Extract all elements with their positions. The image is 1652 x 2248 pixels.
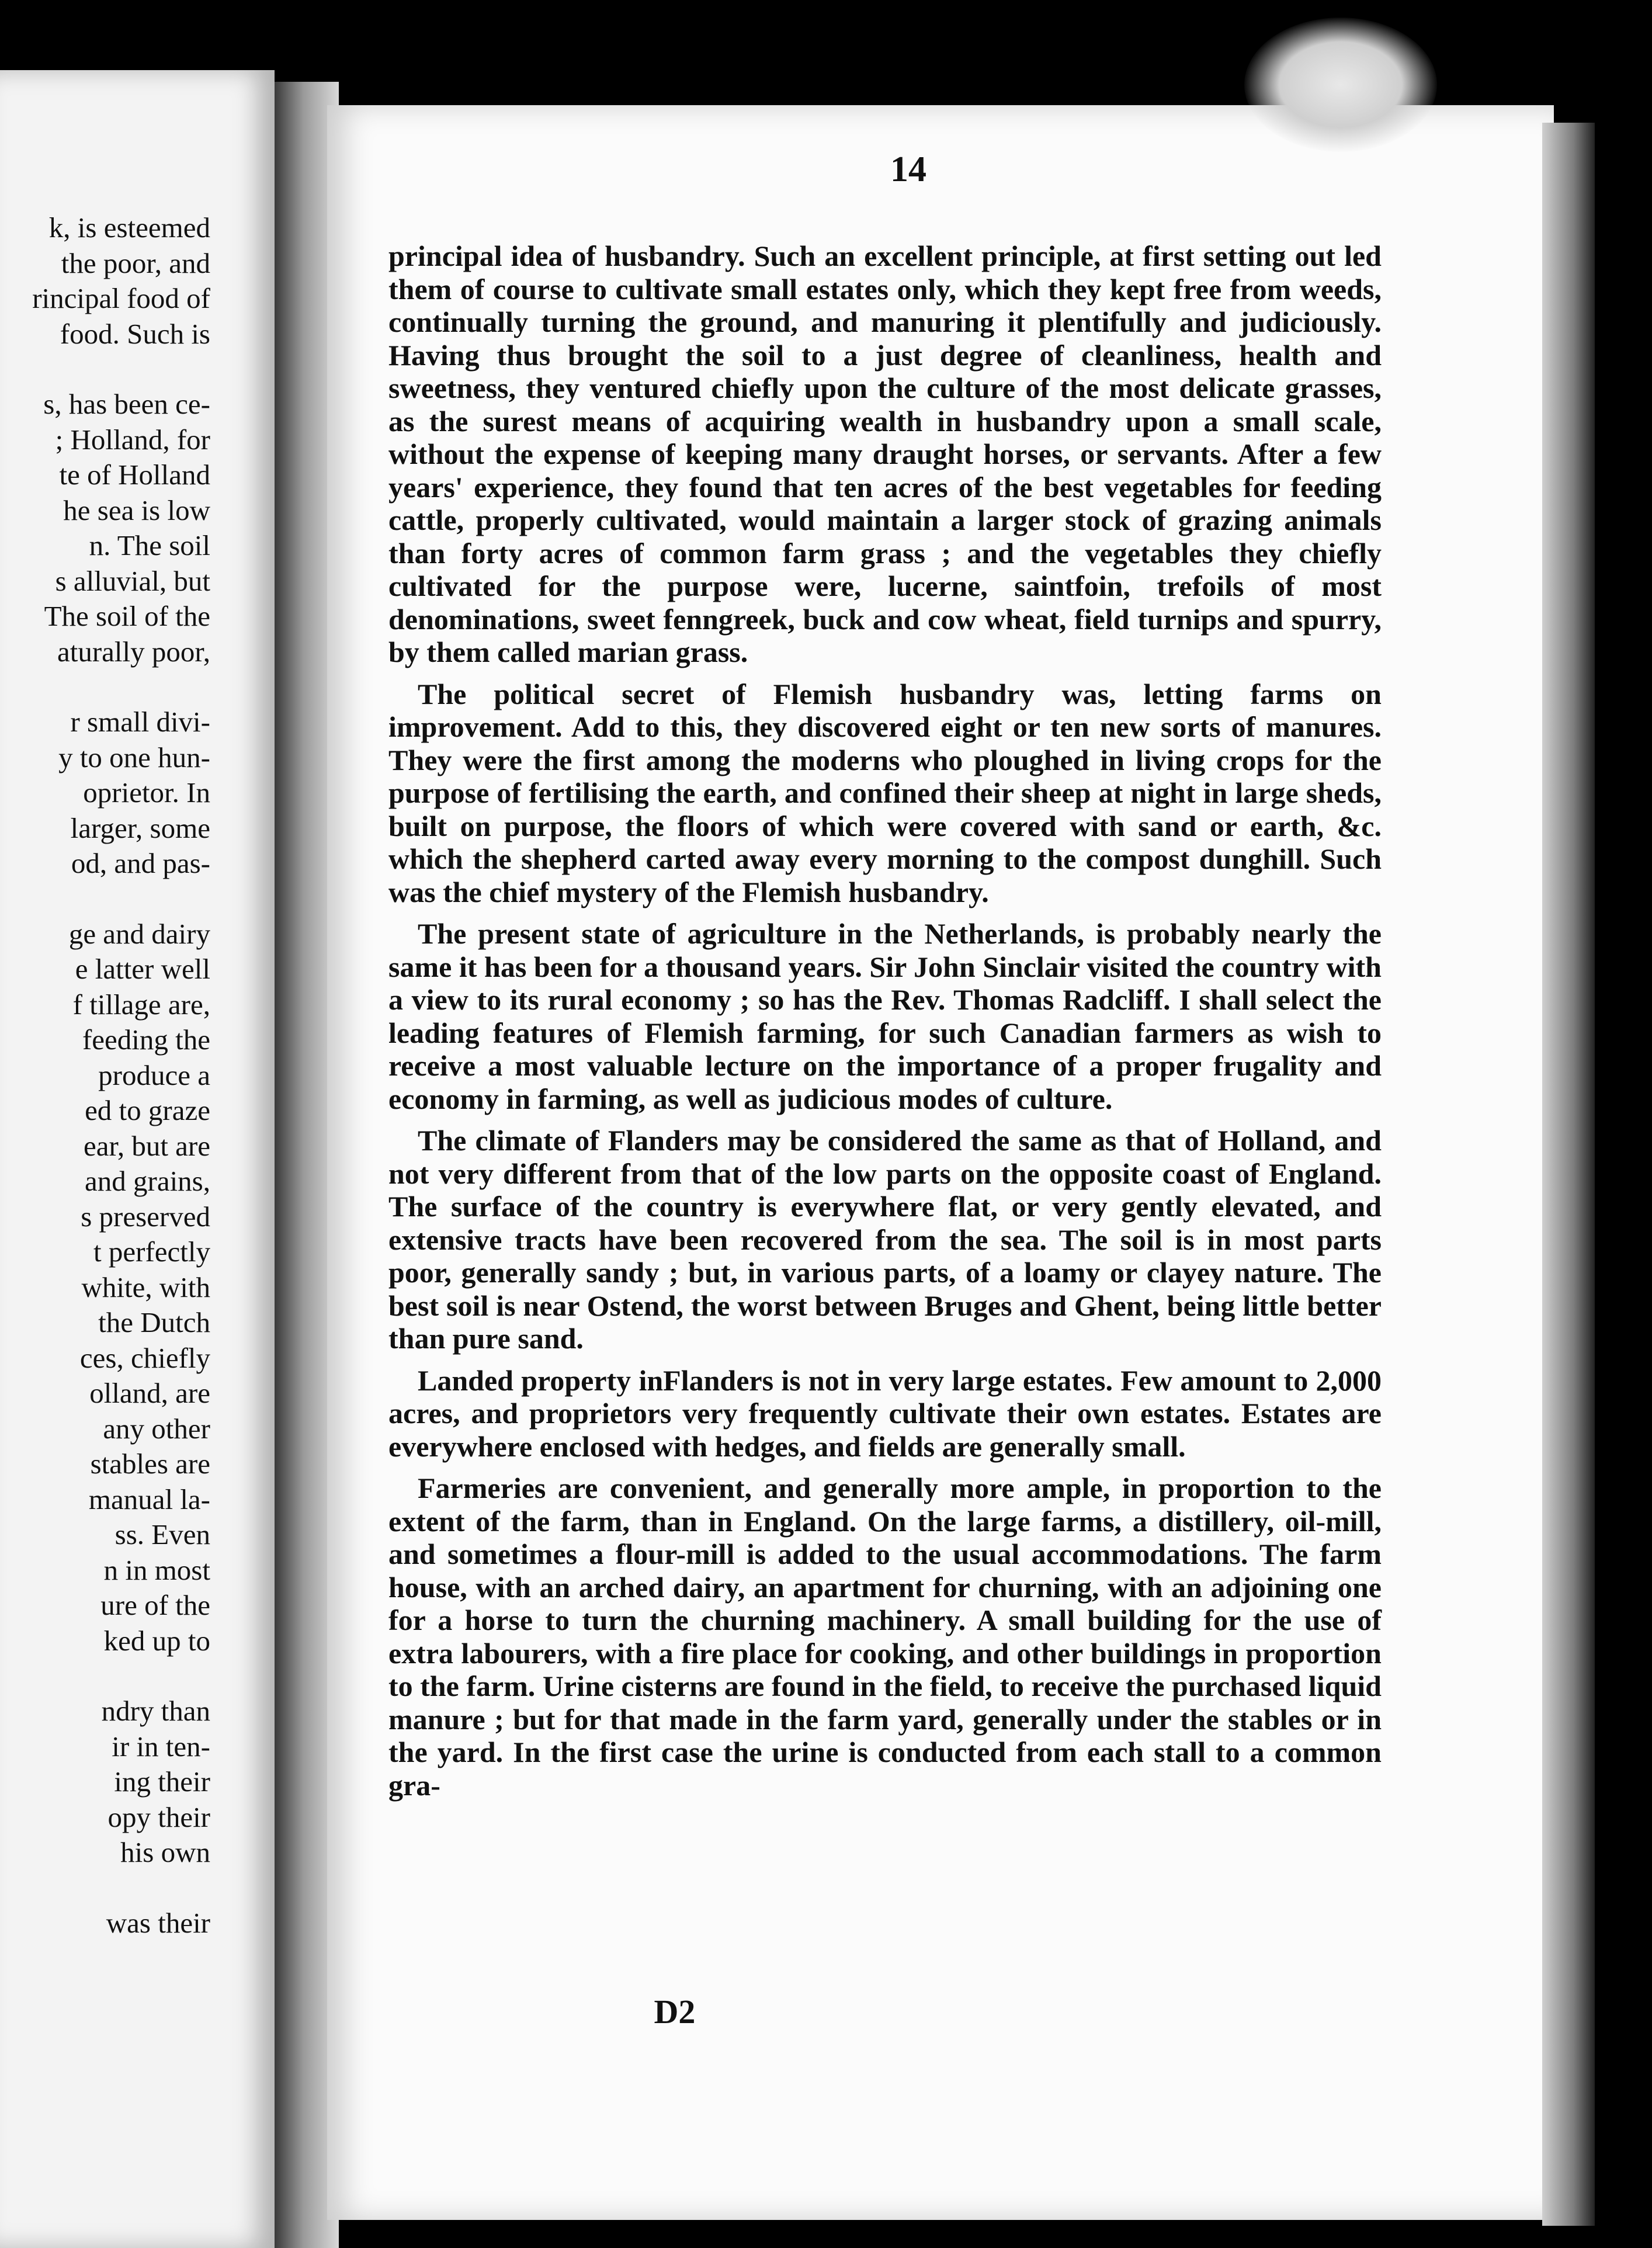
- left-page-line: ure of the: [100, 1589, 210, 1621]
- left-page-text: [0, 210, 210, 1941]
- left-page-line: larger, some: [70, 811, 210, 844]
- left-facing-page: [0, 70, 275, 2248]
- left-page-line: r small divi-: [70, 706, 210, 738]
- left-page-line: produce a: [98, 1059, 210, 1091]
- left-line-gap: [0, 1659, 210, 1694]
- left-line-gap: [0, 882, 210, 917]
- corner-stain: [1244, 18, 1437, 152]
- left-page-line: ndry than: [101, 1695, 210, 1727]
- left-line-gap: [0, 1871, 210, 1906]
- left-page-line: the poor, and: [61, 247, 210, 279]
- paragraph-6: Farmeries are convenient, and generally more ample, in proportion to the extent of the farm, than in England. On the large farms, a distillery, oil-mill, and sometimes a flour-mill is added to the usual accommodations. The farm house, with an arched dairy, an apartment for churning, with an adjoining one for a horse to turn the churning machinery. A small building for the use of extra labourers, with a fire place for cooking, and other buildings in proportion to the farm. Urine cisterns are found in the field, to receive the purchased liquid manure ; but for that made in the farm yard, generally under the stables or in the yard. In the first case the urine is conducted from each stall to a common gra-: [388, 1472, 1382, 1802]
- left-page-line: od, and pas-: [71, 847, 210, 879]
- left-page-line: food. Such is: [60, 317, 210, 350]
- left-page-line: ss. Even: [114, 1518, 210, 1550]
- left-page-line: he sea is low: [63, 494, 210, 526]
- left-page-line: oprietor. In: [83, 776, 210, 809]
- left-page-line: ked up to: [103, 1624, 210, 1657]
- left-line-gap: [0, 352, 210, 387]
- paragraph-5: Landed property inFlanders is not in very large estates. Few amount to 2,000 acres, and proprietors very frequently cultivate their own estates. Estates are everywhere enclosed with hedges, and fields are generally small.: [388, 1364, 1382, 1463]
- left-page-line: y to one hun-: [58, 741, 210, 773]
- left-page-line: ing their: [114, 1765, 210, 1798]
- left-line-gap: [0, 669, 210, 705]
- paragraph-1: principal idea of husbandry. Such an excellent principle, at first setting out led them of course to cultivate small estates only, which they kept free from weeds, continually turning the ground, and manuring it plentifully and judiciously. Having thus brought the soil to a just degree of cleanliness, health and sweetness, they ventured chiefly upon the culture of the most delicate grasses, as the surest means of acquiring wealth in husbandry upon a small scale, without the expense of keeping many draught horses, or servants. After a few years' experience, they found that ten acres of the best vegetables for feeding cattle, properly cultivated, would maintain a larger stock of grazing animals than forty acres of common farm grass ; and the vegetables they chiefly cultivated for the purpose were, lucerne, saintfoin, trefoils of most denominations, sweet fenngreek, buck and cow wheat, field turnips and spurry, by them called marian grass.: [388, 240, 1382, 668]
- left-page-line: any other: [103, 1412, 210, 1445]
- left-page-line: k, is esteemed: [48, 211, 210, 244]
- left-page-line: feeding the: [82, 1024, 210, 1056]
- left-page-line: rincipal food of: [32, 282, 210, 314]
- left-page-line: s preserved: [81, 1200, 210, 1233]
- left-page-line: aturally poor,: [57, 635, 210, 668]
- left-page-line: and grains,: [85, 1165, 210, 1197]
- left-page-line: n. The soil: [89, 529, 210, 561]
- left-page-line: ed to graze: [85, 1094, 210, 1126]
- left-page-line: manual la-: [88, 1483, 210, 1515]
- paragraph-2: The political secret of Flemish husbandry was, letting farms on improvement. Add to this, they discovered eight or ten new sorts of manures. They were the first among the moderns who ploughed in living crops for the purpose of fertilising the earth, and confined their sheep at night in large sheds, built on purpose, the floors of which were covered with sand or earth, &c. which the shepherd carted away every morning to the compost dunghill. Such was the chief mystery of the Flemish husbandry.: [388, 677, 1382, 908]
- left-page-line: t perfectly: [93, 1236, 210, 1268]
- left-page-line: s alluvial, but: [55, 564, 210, 597]
- left-page-line: the Dutch: [98, 1306, 210, 1338]
- left-page-line: ; Holland, for: [55, 423, 210, 456]
- left-page-line: te of Holland: [59, 459, 210, 491]
- left-page-line: ces, chiefly: [79, 1341, 210, 1374]
- paragraph-3: The present state of agriculture in the Netherlands, is probably nearly the same it has been for a thousand years. Sir John Sinclair visited the country with a view to its rural economy ; so has the Rev. Thomas Radcliff. I shall select the leading features of Flemish farming, for such Canadian farmers as wish to receive a most valuable lecture on the importance of a proper frugality and economy in farming, as well as judicious modes of culture.: [388, 917, 1382, 1115]
- left-page-line: The soil of the: [44, 600, 210, 632]
- main-text-body: [388, 240, 1382, 1810]
- left-page-line: e latter well: [75, 953, 210, 985]
- signature-mark: D2: [654, 1993, 696, 2031]
- left-page-line: ge and dairy: [68, 917, 210, 950]
- left-page-line: n in most: [103, 1553, 210, 1586]
- left-page-line: white, with: [81, 1271, 210, 1303]
- page-edge: [1542, 123, 1595, 2226]
- left-page-line: opy their: [107, 1801, 210, 1833]
- left-page-line: olland, are: [89, 1377, 210, 1409]
- paragraph-4: The climate of Flanders may be considered the same as that of Holland, and not very different from that of the low parts on the opposite coast of England. The surface of the country is everywhere flat, or very gently elevated, and extensive tracts have been recovered from the sea. The soil is in most parts poor, generally sandy ; but, in various parts, of a loamy or clayey nature. The best soil is near Ostend, the worst between Bruges and Ghent, being little better than pure sand.: [388, 1124, 1382, 1355]
- page-number: 14: [890, 150, 926, 189]
- left-page-line: f tillage are,: [72, 988, 210, 1021]
- left-page-line: stables are: [90, 1448, 210, 1480]
- left-page-line: was their: [106, 1906, 210, 1939]
- left-page-line: s, has been ce-: [43, 388, 210, 420]
- left-page-line: his own: [120, 1836, 210, 1868]
- left-page-line: ear, but are: [83, 1129, 210, 1162]
- left-page-line: ir in ten-: [112, 1730, 210, 1763]
